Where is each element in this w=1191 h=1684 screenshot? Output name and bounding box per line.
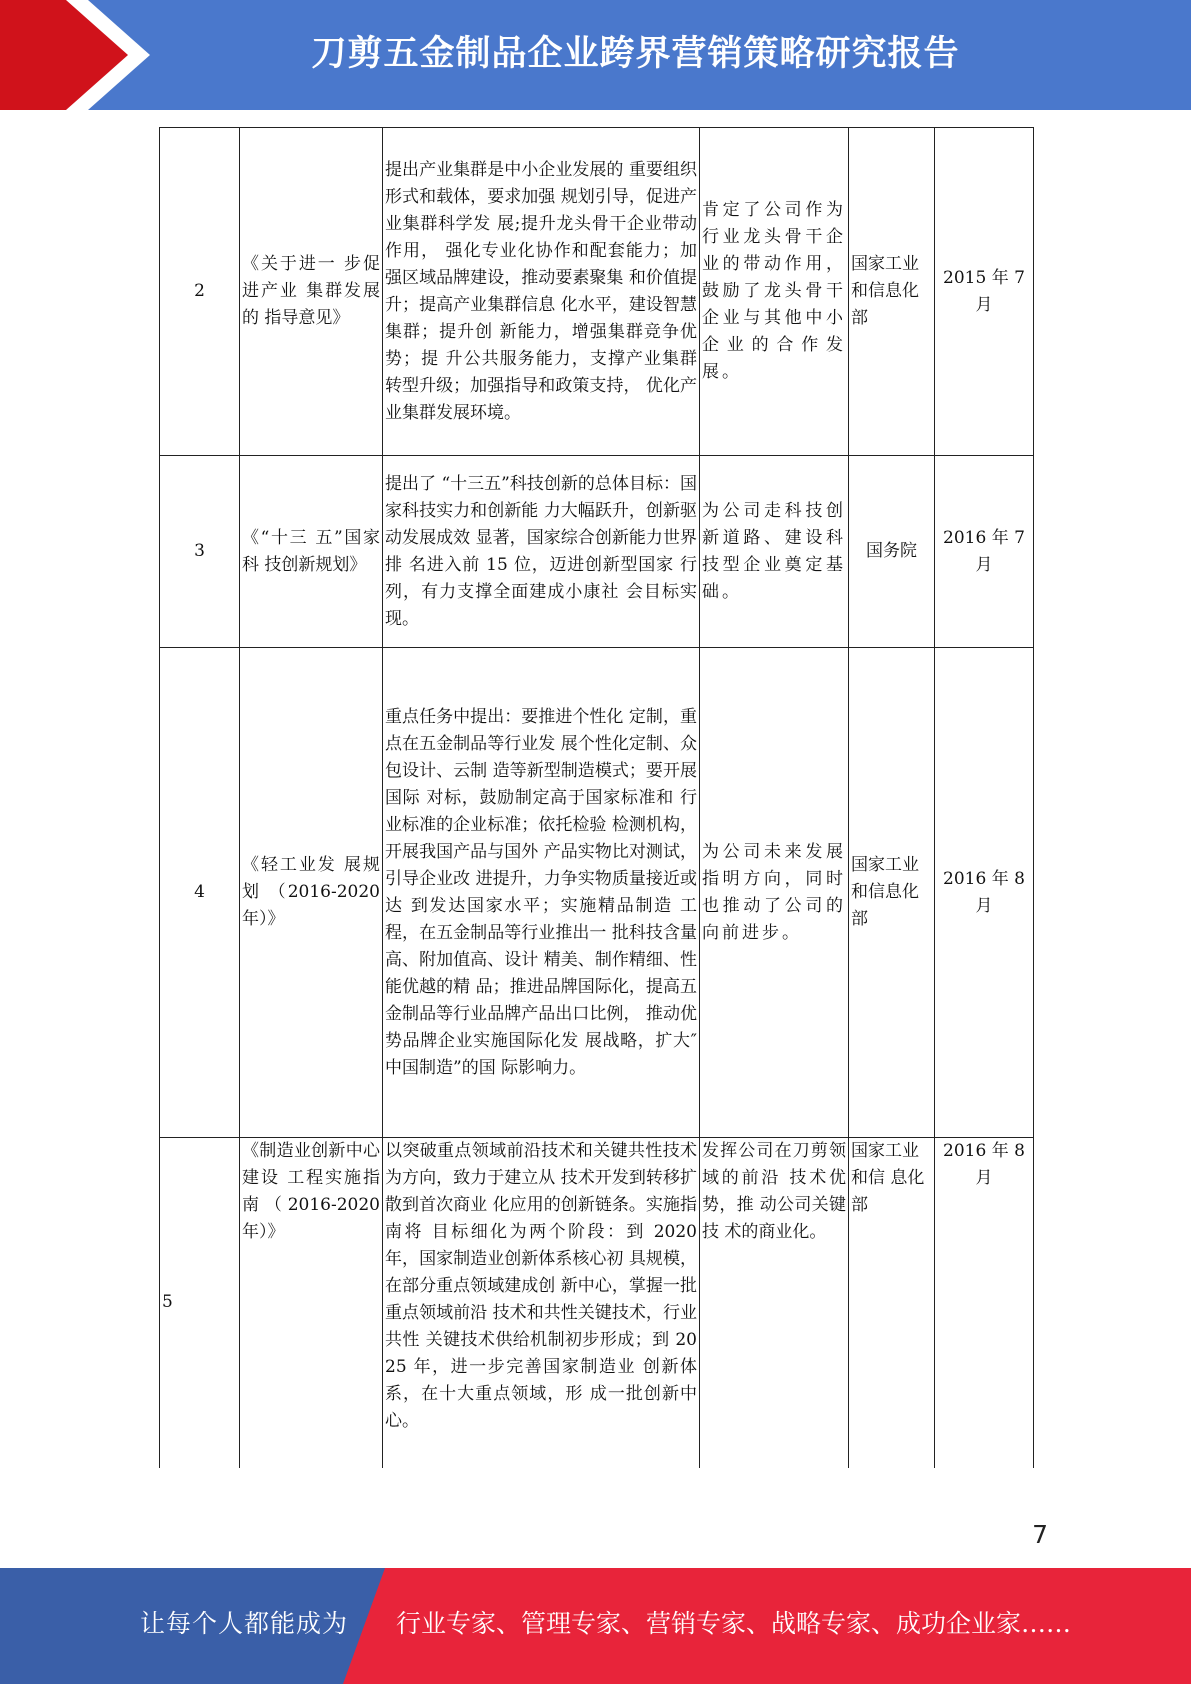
row-index: 2 — [160, 128, 240, 456]
company-impact: 为公司走科技创新道路、建设科技型企业奠定基础。 — [700, 456, 849, 648]
policy-name: 《制造业创新中心建设 工程实施指 南（2016-2020 年）》 — [240, 1138, 383, 1468]
policy-content: 提出产业集群是中小企业发展的 重要组织形式和载体，要求加强 规划引导，促进产业集群科学发 展;提升龙头骨干企业带动作用， 强化专业化协作和配套能力；加 强区域品牌建设，推动要素聚集 和价值提升；提高产业集群信息 化水平，建设智慧集群；提升创 新能力，增强集群竞争优势；提 升公共服务能力，支撑产业集群 转型升级；加强指导和政策支持， 优化产业集群发展环境。 — [383, 128, 700, 456]
issue-date: 2016 年 8 月 — [935, 1138, 1034, 1468]
issuing-department: 国家工业和信息化部 — [849, 128, 935, 456]
footer-banner — [0, 1568, 1191, 1684]
row-index: 4 — [160, 648, 240, 1138]
row-index: 5 — [160, 1138, 240, 1468]
slogan-right: 行业专家、管理专家、营销专家、战略专家、成功企业家…… — [396, 1609, 1072, 1638]
company-impact: 为公司未来发展指明方向，同时也推动了公司的向前进步。 — [700, 648, 849, 1138]
policy-name: 《轻工业发 展规划 （2016-2020 年）》 — [240, 648, 383, 1138]
company-impact: 发挥公司在刀剪领域的前沿 技术优势，推 动公司关键技 术的商业化。 — [700, 1138, 849, 1468]
issue-date: 2016 年 8月 — [935, 648, 1034, 1138]
page-number: 7 — [1032, 1520, 1048, 1549]
company-impact: 肯定了公司作为行业龙头骨干企业的带动作用，鼓励了龙头骨干企业与其他中小企业的合作发 展。 — [700, 128, 849, 456]
table-row — [160, 648, 1034, 1138]
policy-table — [159, 127, 1034, 1468]
report-title: 刀剪五金制品企业跨界营销策略研究报告 — [311, 34, 960, 74]
policy-content: 重点任务中提出：要推进个性化 定制，重点在五金制品等行业发 展个性化定制、众包设计、云制 造等新型制造模式；要开展国际 对标，鼓励制定高于国家标准和 行业标准的企业标准；依托检验 检测机构，开展我国产品与国外 产品实物比对测试，引导企业改 进提升，力争实物质量接近或达 到发达国家水平；实施精品制造 工程，在五金制品等行业推出一 批科技含量高、附加值高、设计 精美、制作精细、性能优越的精 品；推进品牌国际化，提高五金制品等行业品牌产品出口比例， 推动优势品牌企业实施国际化发 展战略，扩大″中国制造”的国 际影响力。 — [383, 648, 700, 1138]
policy-content: 以突破重点领域前沿技术和关键共性技术为方向，致力于建立从 技术开发到转移扩散到首次商业 化应用的创新链条。实施指南将 目标细化为两个阶段：到 2020 年，国家制造业创新体系核心初 具规模，在部分重点领域建成创 新中心，掌握一批重点领域前沿 技术和共性关键技术，行业共性 关键技术供给机制初步形成；到 2025 年，进一步完善国家制造业 创新体系，在十大重点领域，形 成一批创新中心。 — [383, 1138, 700, 1468]
policy-name: 《“十三 五”国家科 技创新规划》 — [240, 456, 383, 648]
slogan-left: 让每个人都能成为 — [140, 1609, 349, 1638]
header-banner — [0, 0, 1191, 110]
table-row — [160, 128, 1034, 456]
policy-name: 《关于进一 步促进产业 集群发展的 指导意见》 — [240, 128, 383, 456]
issuing-department: 国务院 — [849, 456, 935, 648]
table-row — [160, 1138, 1034, 1468]
issue-date: 2016 年 7月 — [935, 456, 1034, 648]
row-index: 3 — [160, 456, 240, 648]
policy-content: 提出了 “十三五”科技创新的总体目标：国家科技实力和创新能 力大幅跃升，创新驱动发展成效 显著，国家综合创新能力世界排 名进入前 15 位，迈进创新型国家 行列，有力支撑全面建成小康社 会目标实现。 — [383, 456, 700, 648]
table-row — [160, 456, 1034, 648]
issuing-department: 国家工业和信息化部 — [849, 648, 935, 1138]
issue-date: 2015 年 7月 — [935, 128, 1034, 456]
issuing-department: 国家工业和信 息化部 — [849, 1138, 935, 1468]
